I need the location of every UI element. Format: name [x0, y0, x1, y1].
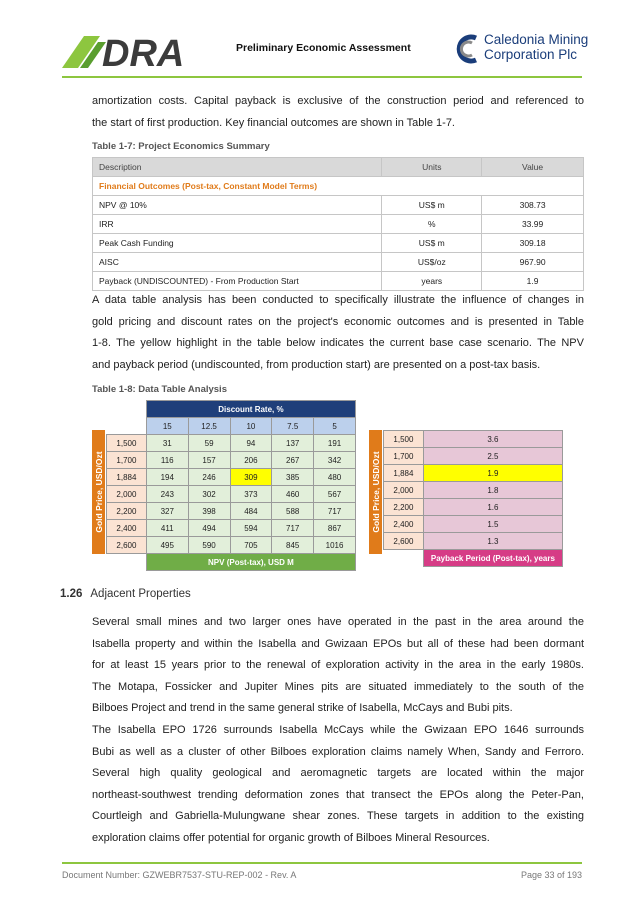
cell-description: NPV @ 10% — [93, 196, 382, 215]
npv-cell: 460 — [272, 486, 314, 503]
rate-header: 5 — [314, 418, 356, 435]
payback-cell: 1.3 — [423, 533, 562, 550]
npv-cell: 194 — [146, 469, 188, 486]
axis-label-text: Gold Price, USD/Ozt — [93, 451, 104, 533]
cell-value: 33.99 — [482, 215, 584, 234]
table-row — [93, 253, 584, 272]
text-line: the start of first production. Key financial outcomes are shown in Table 1-7. — [92, 116, 455, 129]
project-economics-table — [92, 157, 584, 291]
npv-cell: 137 — [272, 435, 314, 452]
adjacent-properties-paragraph-1 — [92, 612, 584, 720]
gold-price-label: 2,200 — [107, 503, 147, 520]
gold-price-label: 1,700 — [384, 448, 424, 465]
document-number: Document Number: GZWEBR7537-STU-REP-002 - Rev. A — [62, 870, 297, 880]
text-line: 1-8. The yellow highlight in the table below indicates the current base case scenario. The NPV — [92, 337, 584, 349]
gold-price-label: 1,500 — [384, 431, 424, 448]
gold-price-label: 2,400 — [107, 520, 147, 537]
gold-price-label: 2,600 — [384, 533, 424, 550]
payback-footer: Payback Period (Post-tax), years — [423, 550, 562, 567]
axis-label-text: Gold Price, USD/Ozt — [370, 451, 381, 533]
cell-units: US$ m — [382, 234, 482, 253]
npv-cell: 116 — [146, 452, 188, 469]
npv-cell: 590 — [188, 537, 230, 554]
section-heading — [60, 588, 191, 600]
npv-cell: 484 — [230, 503, 272, 520]
table-row — [384, 482, 563, 499]
text-line: Several high quality geological and aeromagnetic targets are located within the major — [92, 767, 584, 779]
cell-description: AISC — [93, 253, 382, 272]
gold-price-label: 2,200 — [384, 499, 424, 516]
cell-value: 309.18 — [482, 234, 584, 253]
table-row — [107, 520, 356, 537]
table-row — [384, 516, 563, 533]
footer-rule — [62, 862, 582, 864]
table-row — [384, 499, 563, 516]
dra-logo-text: DRA — [102, 33, 185, 70]
cell-description: Peak Cash Funding — [93, 234, 382, 253]
text-line: gold pricing and discount rates on the project's economic outcomes and is presented in Table — [92, 315, 584, 328]
col-header-units: Units — [382, 158, 482, 177]
page-header — [62, 28, 589, 74]
gold-price-label: 1,884 — [107, 469, 147, 486]
text-line: Several small mines and two larger ones have operated in the past in the area around the — [92, 616, 584, 628]
payback-cell-base-case: 1.9 — [423, 465, 562, 482]
payback-cell: 1.8 — [423, 482, 562, 499]
table-row — [107, 435, 356, 452]
table-1-7-caption: Table 1-7: Project Economics Summary — [92, 141, 270, 152]
col-header-description: Description — [93, 158, 382, 177]
npv-cell: 588 — [272, 503, 314, 520]
npv-cell: 342 — [314, 452, 356, 469]
table-row — [93, 272, 584, 291]
rate-header: 15 — [146, 418, 188, 435]
text-line: Bubi as well as a cluster of other Bilboes exploration claims namely When, Sandy and Ferroro. — [92, 745, 584, 758]
payback-cell: 1.6 — [423, 499, 562, 516]
npv-cell: 206 — [230, 452, 272, 469]
table-row — [93, 196, 584, 215]
cell-value: 967.90 — [482, 253, 584, 272]
npv-cell: 398 — [188, 503, 230, 520]
col-header-value: Value — [482, 158, 584, 177]
npv-cell: 1016 — [314, 537, 356, 554]
table-row — [107, 469, 356, 486]
section-title: Adjacent Properties — [90, 588, 191, 600]
npv-cell: 717 — [314, 503, 356, 520]
table-row — [384, 465, 563, 482]
caledonia-emblem-icon — [456, 34, 482, 64]
adjacent-properties-paragraph-2 — [92, 720, 584, 849]
npv-cell: 594 — [230, 520, 272, 537]
npv-cell: 327 — [146, 503, 188, 520]
gold-price-label: 1,500 — [107, 435, 147, 452]
text-line: northeast-southwest trending deformation zones that transect the EPOs along the Peter-Pan, — [92, 788, 584, 801]
cell-units: US$ m — [382, 196, 482, 215]
header-title: Preliminary Economic Assessment — [236, 42, 411, 54]
npv-cell: 717 — [272, 520, 314, 537]
npv-cell: 385 — [272, 469, 314, 486]
payback-sensitivity-table — [383, 430, 563, 567]
npv-cell: 94 — [230, 435, 272, 452]
payback-cell: 2.5 — [423, 448, 562, 465]
caledonia-name-line1: Caledonia Mining — [484, 32, 589, 47]
npv-cell: 373 — [230, 486, 272, 503]
payback-cell: 1.5 — [423, 516, 562, 533]
table-row — [107, 486, 356, 503]
discount-rate-header: Discount Rate, % — [146, 401, 355, 418]
caledonia-name-line2: Corporation Plc — [484, 47, 578, 62]
gold-price-label: 1,700 — [107, 452, 147, 469]
text-line: Isabella property and within the Isabella and Gwizaan EPOs but all of these had been dormant — [92, 637, 584, 650]
gold-price-axis-label-npv — [92, 430, 105, 554]
npv-cell: 246 — [188, 469, 230, 486]
cell-units: % — [382, 215, 482, 234]
text-line: Courtleigh and Gabriella-Mulungwane shear zones. These targets in addition to the existing — [92, 810, 584, 822]
npv-cell: 494 — [188, 520, 230, 537]
npv-cell-base-case: 309 — [230, 469, 272, 486]
gold-price-label: 1,884 — [384, 465, 424, 482]
cell-value: 308.73 — [482, 196, 584, 215]
payback-cell: 3.6 — [423, 431, 562, 448]
table-row — [93, 215, 584, 234]
rate-header: 10 — [230, 418, 272, 435]
table-row — [384, 533, 563, 550]
header-rule — [62, 76, 582, 78]
npv-cell: 705 — [230, 537, 272, 554]
section-row: Financial Outcomes (Post-tax, Constant Model Terms) — [93, 177, 584, 196]
text-line: A data table analysis has been conducted to specifically illustrate the influence of changes in — [92, 294, 584, 306]
gold-price-label: 2,000 — [384, 482, 424, 499]
table-row — [93, 234, 584, 253]
npv-cell: 157 — [188, 452, 230, 469]
page-number: Page 33 of 193 — [520, 870, 582, 880]
gold-price-label: 2,600 — [107, 537, 147, 554]
npv-cell: 191 — [314, 435, 356, 452]
dra-logo — [62, 28, 212, 70]
table-1-8-caption: Table 1-8: Data Table Analysis — [92, 384, 227, 395]
npv-cell: 59 — [188, 435, 230, 452]
npv-cell: 411 — [146, 520, 188, 537]
intro-paragraph — [92, 91, 584, 134]
text-line: The Isabella EPO 1726 surrounds Isabella McCays while the Gwizaan EPO 1646 surrounds — [92, 724, 584, 736]
rate-header: 7.5 — [272, 418, 314, 435]
text-line: amortization costs. Capital payback is exclusive of the construction period and referenced to — [92, 95, 584, 107]
npv-cell: 495 — [146, 537, 188, 554]
text-line: and payback period (undiscounted, from production start) are presented on a post-tax basis. — [92, 358, 541, 371]
cell-description: IRR — [93, 215, 382, 234]
caledonia-logo — [456, 30, 596, 70]
npv-sensitivity-table — [106, 400, 356, 571]
text-line: for at least 15 years prior to the renewal of exploration activity in the area in the early 1980s. — [92, 659, 584, 671]
npv-footer: NPV (Post-tax), USD M — [146, 554, 355, 571]
analysis-paragraph — [92, 290, 584, 376]
rate-header: 12.5 — [188, 418, 230, 435]
npv-cell: 480 — [314, 469, 356, 486]
npv-cell: 243 — [146, 486, 188, 503]
npv-cell: 302 — [188, 486, 230, 503]
cell-units: US$/oz — [382, 253, 482, 272]
section-number: 1.26 — [60, 588, 83, 600]
gold-price-label: 2,400 — [384, 516, 424, 533]
npv-cell: 567 — [314, 486, 356, 503]
table-row — [107, 537, 356, 554]
table-row — [384, 448, 563, 465]
gold-price-label: 2,000 — [107, 486, 147, 503]
text-line: The Motapa, Fossicker and Jupiter Mines pits are situated immediately to the south of the — [92, 680, 584, 693]
gold-price-axis-label-payback — [369, 430, 382, 554]
table-row — [107, 452, 356, 469]
cell-value: 1.9 — [482, 272, 584, 291]
text-line: exploration claims offer potential for organic growth of Bilboes Mineral Resources. — [92, 831, 490, 844]
cell-units: years — [382, 272, 482, 291]
cell-description: Payback (UNDISCOUNTED) - From Production Start — [93, 272, 382, 291]
table-row — [107, 503, 356, 520]
npv-cell: 867 — [314, 520, 356, 537]
npv-cell: 31 — [146, 435, 188, 452]
npv-cell: 267 — [272, 452, 314, 469]
text-line: Bilboes Project and trend in the same general strike of Isabella, McCays and Bubi pits. — [92, 702, 513, 714]
npv-cell: 845 — [272, 537, 314, 554]
table-row — [384, 431, 563, 448]
